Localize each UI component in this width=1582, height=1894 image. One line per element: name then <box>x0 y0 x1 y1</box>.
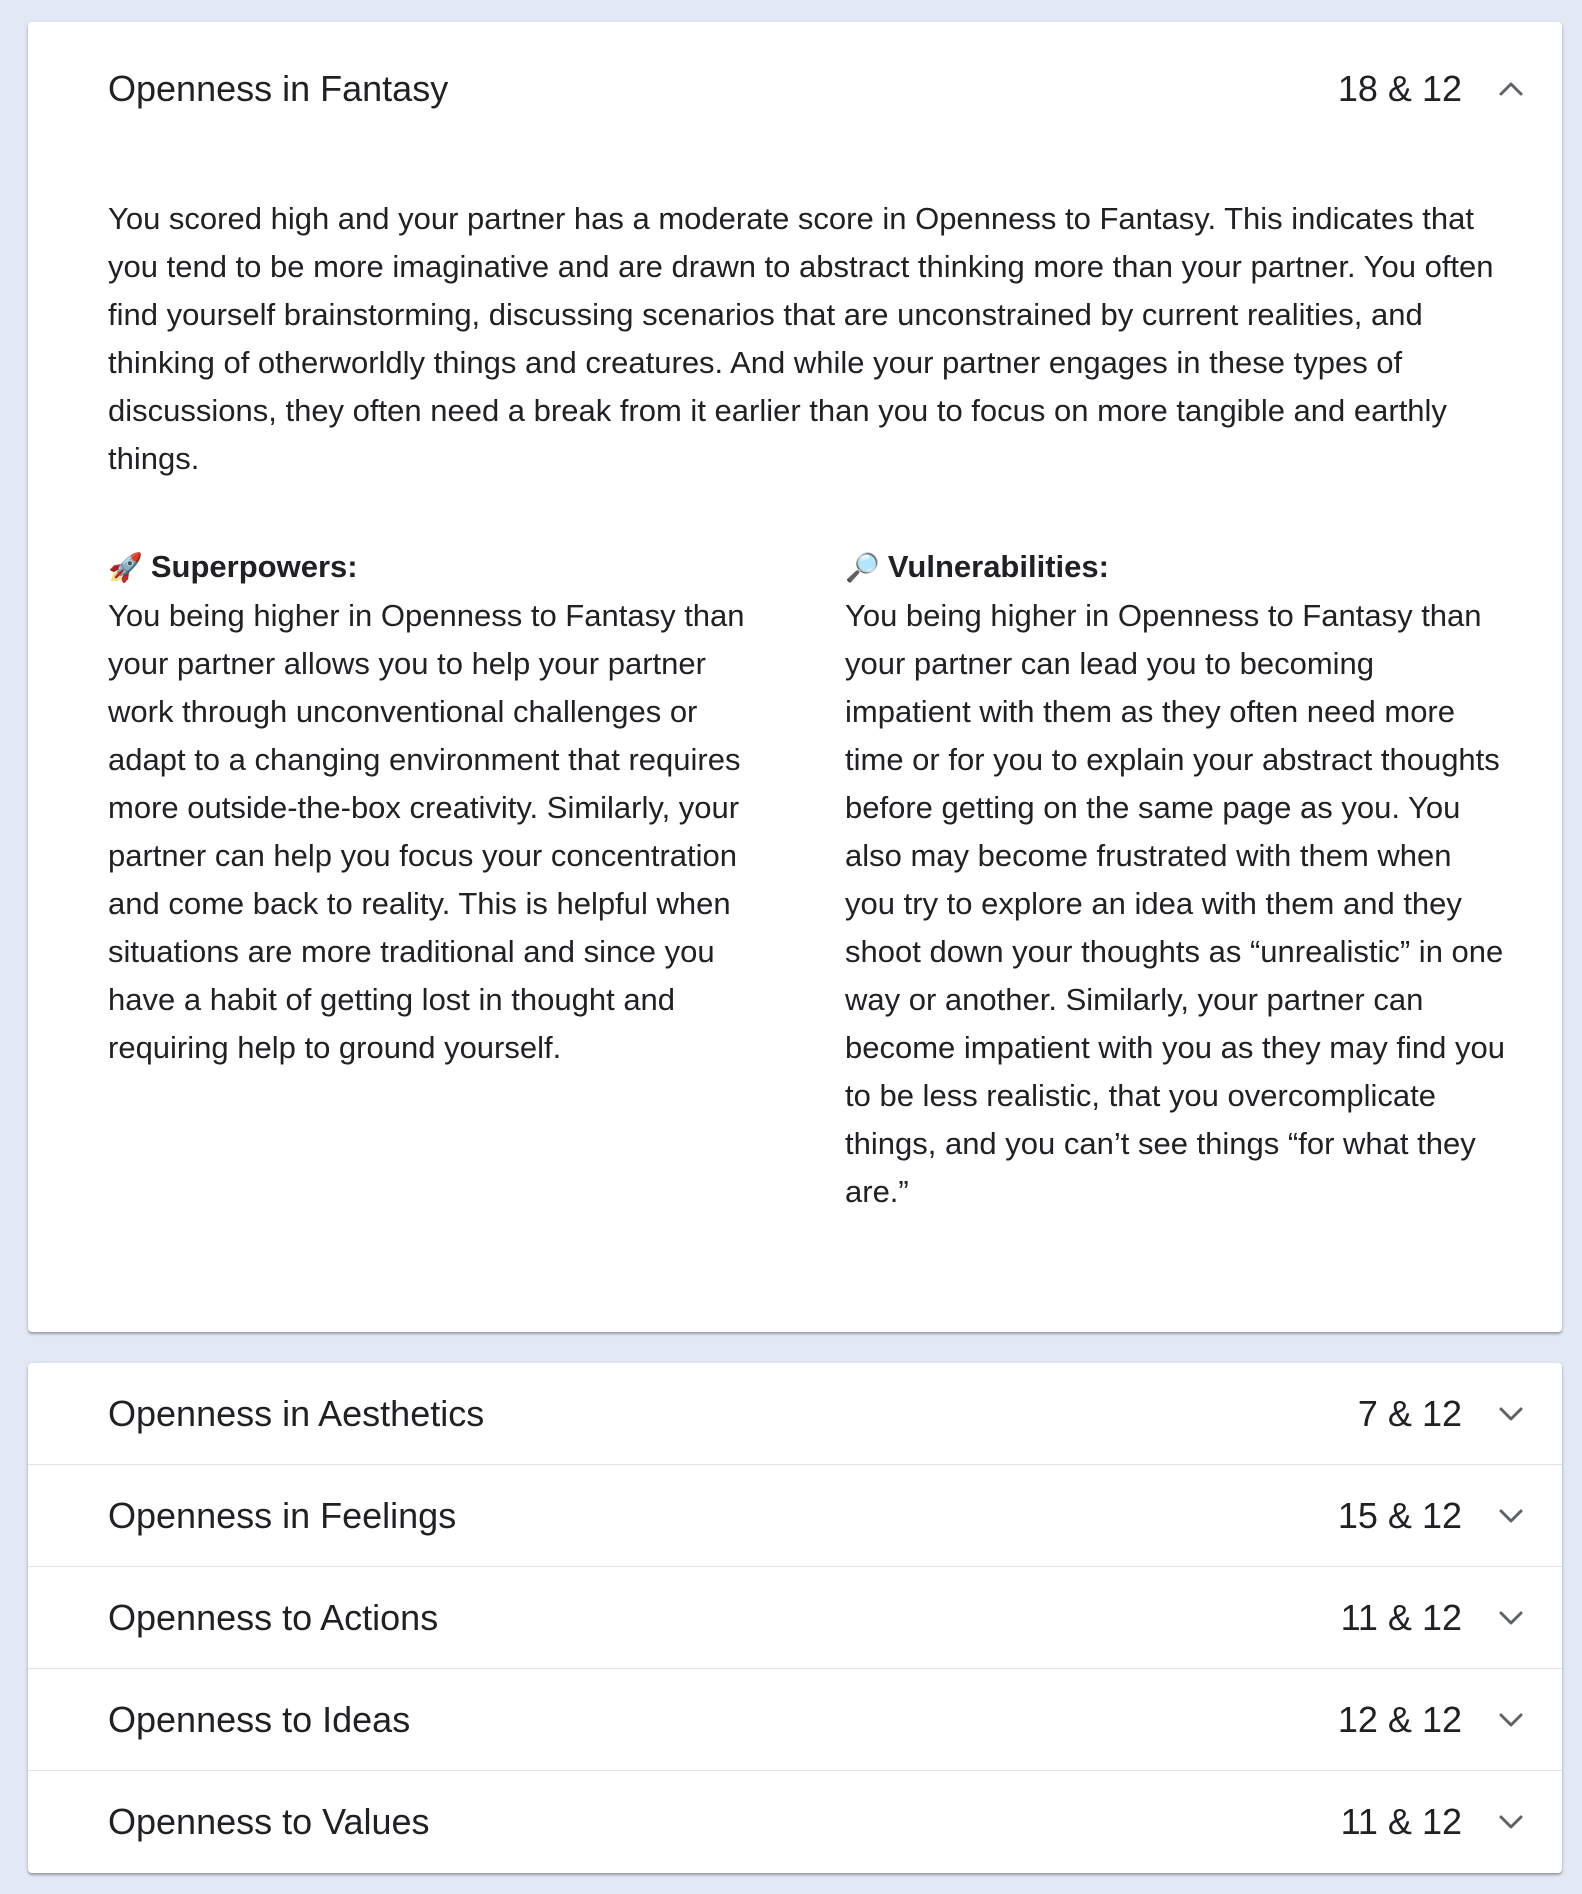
panel-title: Openness to Values <box>108 1800 430 1842</box>
superpowers-label: Superpowers: <box>150 549 358 584</box>
vulnerabilities-heading <box>845 543 1508 592</box>
chevron-down-icon[interactable] <box>1498 1712 1524 1728</box>
panel-score: 12 & 12 <box>1337 1698 1462 1740</box>
panel-score: 15 & 12 <box>1337 1494 1462 1536</box>
expanded-panel-fantasy <box>28 22 1562 1332</box>
chevron-down-icon[interactable] <box>1498 1610 1524 1626</box>
superpowers-section <box>108 543 758 1072</box>
panel-score: 11 & 12 <box>1340 1596 1462 1638</box>
chevron-down-icon[interactable] <box>1498 1814 1524 1830</box>
superpowers-heading <box>108 543 758 592</box>
panel-title: Openness to Ideas <box>108 1698 411 1740</box>
panel-title: Openness in Aesthetics <box>108 1392 485 1434</box>
panel-score: 7 & 12 <box>1357 1392 1462 1434</box>
panel-header-aesthetics[interactable] <box>28 1363 1562 1465</box>
magnifying-glass-icon: 🔎 <box>845 551 880 584</box>
chevron-up-icon[interactable] <box>1498 81 1524 97</box>
chevron-down-icon[interactable] <box>1498 1508 1524 1524</box>
panel-header-feelings[interactable] <box>28 1465 1562 1567</box>
chevron-down-icon[interactable] <box>1498 1406 1524 1422</box>
vulnerabilities-text: You being higher in Openness to Fantasy than your partner can lead you to becoming impatient with them as they often need more time or for you to explain your abstract thoughts before getting on the same page as you. You also may become frustrated with them when you try to explore an idea with them and they shoot down your thoughts as “unrealistic” in one way or another. Similarly, your partner can become impatient with you as they may find you to be less realistic, that you overcomplicate things, and you can’t see things “for what they are.” <box>845 598 1505 1209</box>
superpowers-text: You being higher in Openness to Fantasy than your partner allows you to help your partner work through unconventional challenges or adapt to a changing environment that requires more outside-the-box creativity. Similarly, your partner can help you focus your concentration and come back to reality. This is helpful when situations are more traditional and since you have a habit of getting lost in thought and requiring help to ground yourself. <box>108 598 745 1065</box>
collapsed-panels-list <box>28 1363 1562 1873</box>
summary-text: You scored high and your partner has a moderate score in Openness to Fantasy. This indicates that you tend to be more imaginative and are drawn to abstract thinking more than your partner. You often find yourself brainstorming, discussing scenarios that are unconstrained by current realities, and thinking of otherworldly things and creatures. And while your partner engages in these types of discussions, they often need a break from it earlier than you to focus on more tangible and earthly things. <box>108 201 1494 476</box>
vulnerabilities-label: Vulnerabilities: <box>887 549 1109 584</box>
panel-title: Openness in Feelings <box>108 1494 457 1536</box>
panel-score: 11 & 12 <box>1340 1800 1462 1842</box>
panel-title: Openness in Fantasy <box>108 68 449 109</box>
vulnerabilities-section <box>845 543 1508 1216</box>
panel-score: 18 & 12 <box>1337 68 1462 109</box>
panel-header-fantasy[interactable] <box>28 22 1562 156</box>
rocket-icon: 🚀 <box>108 551 143 584</box>
panel-body <box>108 195 1508 1209</box>
panel-header-values[interactable] <box>28 1771 1562 1872</box>
panel-header-actions[interactable] <box>28 1567 1562 1669</box>
panel-header-ideas[interactable] <box>28 1669 1562 1771</box>
panel-title: Openness to Actions <box>108 1596 439 1638</box>
